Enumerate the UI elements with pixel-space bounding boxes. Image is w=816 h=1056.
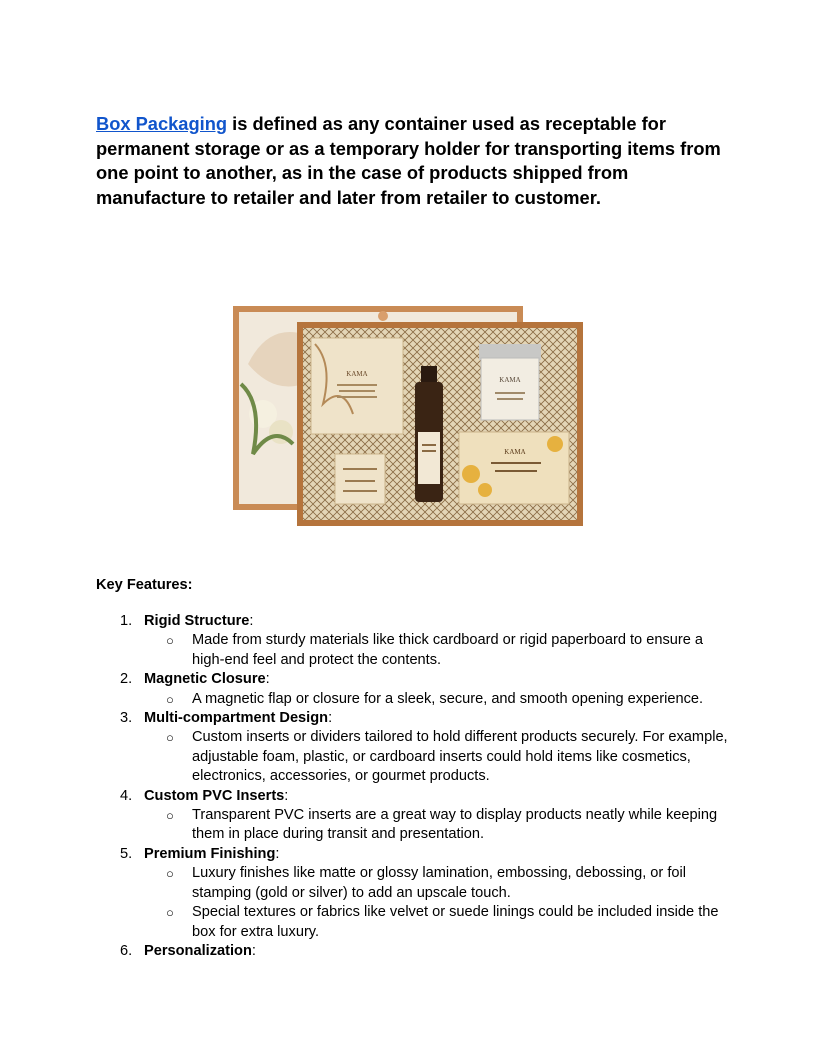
feature-item bbox=[96, 709, 736, 787]
feature-title: Multi-compartment Design bbox=[144, 710, 329, 727]
gift-box-photo bbox=[233, 304, 583, 546]
feature-colon: : bbox=[265, 671, 270, 688]
bullet-circle-icon: ○ bbox=[166, 808, 174, 824]
bullet-circle-icon: ○ bbox=[166, 905, 174, 921]
feature-bullets bbox=[144, 864, 736, 942]
feature-colon: : bbox=[328, 710, 333, 727]
vanilla-soap-brand: KAMA bbox=[504, 448, 526, 456]
feature-number: 2. bbox=[120, 671, 133, 688]
feature-item bbox=[96, 787, 736, 845]
face-mist-bottle bbox=[415, 366, 443, 502]
feature-bullets bbox=[144, 728, 736, 786]
bullet-circle-icon: ○ bbox=[166, 866, 174, 882]
feature-bullet bbox=[144, 864, 736, 903]
feature-bullet bbox=[144, 728, 736, 786]
intro-paragraph bbox=[96, 112, 726, 210]
feature-title: Premium Finishing bbox=[144, 845, 276, 862]
bullet-circle-icon: ○ bbox=[166, 633, 174, 649]
face-cream-brand: KAMA bbox=[346, 370, 368, 378]
feature-item bbox=[96, 845, 736, 942]
feature-bullets bbox=[144, 631, 736, 670]
feature-bullet-text: A magnetic flap or closure for a sleek, secure, and smooth opening experience. bbox=[192, 690, 704, 707]
box-packaging-link[interactable]: Box Packaging bbox=[96, 113, 228, 134]
feature-bullet-text: Transparent PVC inserts are a great way to display products neatly while keeping them in place during transit and presentation. bbox=[192, 807, 718, 843]
feature-bullets bbox=[144, 690, 736, 709]
feature-list bbox=[96, 612, 736, 961]
feature-title: Magnetic Closure bbox=[144, 671, 266, 688]
feature-bullet bbox=[144, 806, 736, 845]
feature-bullet-text: Custom inserts or dividers tailored to hold different products securely. For example, adjustable foam, plastic, or cardboard inserts could hold items like cosmetics, electronics, accessories, or gourmet products. bbox=[192, 729, 728, 785]
feature-colon: : bbox=[251, 942, 256, 959]
cleanser-jar bbox=[479, 344, 541, 420]
feature-title: Personalization bbox=[144, 942, 252, 959]
feature-title: Rigid Structure bbox=[144, 613, 250, 629]
feature-number: 4. bbox=[120, 787, 133, 804]
bullet-circle-icon: ○ bbox=[166, 691, 174, 707]
feature-item bbox=[96, 670, 736, 709]
feature-number: 6. bbox=[120, 942, 133, 959]
feature-colon: : bbox=[275, 845, 280, 862]
feature-number: 5. bbox=[120, 845, 133, 862]
feature-bullet-text: Special textures or fabrics like velvet or suede linings could be included inside the box for extra luxury. bbox=[192, 904, 719, 940]
key-features-heading: Key Features: bbox=[96, 577, 193, 593]
intro-text: is defined as any container used as receptable for permanent storage or as a temporary holder for transporting items from one point to another, as in the case of products shipped from manufacture to retailer and later from retailer to customer. bbox=[96, 113, 721, 208]
feature-number: 3. bbox=[120, 710, 133, 727]
feature-bullet-text: Made from sturdy materials like thick cardboard or rigid paperboard to ensure a high-end feel and protect the contents. bbox=[192, 632, 704, 668]
vanilla-soap-box bbox=[459, 432, 569, 504]
feature-bullet-text: Luxury finishes like matte or glossy lamination, embossing, debossing, or foil stamping (gold or silver) to add an upscale touch. bbox=[192, 865, 686, 901]
feature-bullet bbox=[144, 903, 736, 942]
feature-colon: : bbox=[249, 613, 254, 629]
feature-item bbox=[96, 942, 736, 961]
feature-item bbox=[96, 612, 736, 670]
small-soap-box bbox=[335, 454, 385, 504]
feature-bullet bbox=[144, 631, 736, 670]
feature-number: 1. bbox=[120, 613, 133, 629]
jar-brand: KAMA bbox=[499, 376, 521, 384]
face-cream-box bbox=[311, 338, 403, 434]
feature-title: Custom PVC Inserts bbox=[144, 787, 285, 804]
bullet-circle-icon: ○ bbox=[166, 730, 174, 746]
feature-bullet bbox=[144, 690, 736, 709]
feature-bullets bbox=[144, 806, 736, 845]
feature-colon: : bbox=[284, 787, 289, 804]
